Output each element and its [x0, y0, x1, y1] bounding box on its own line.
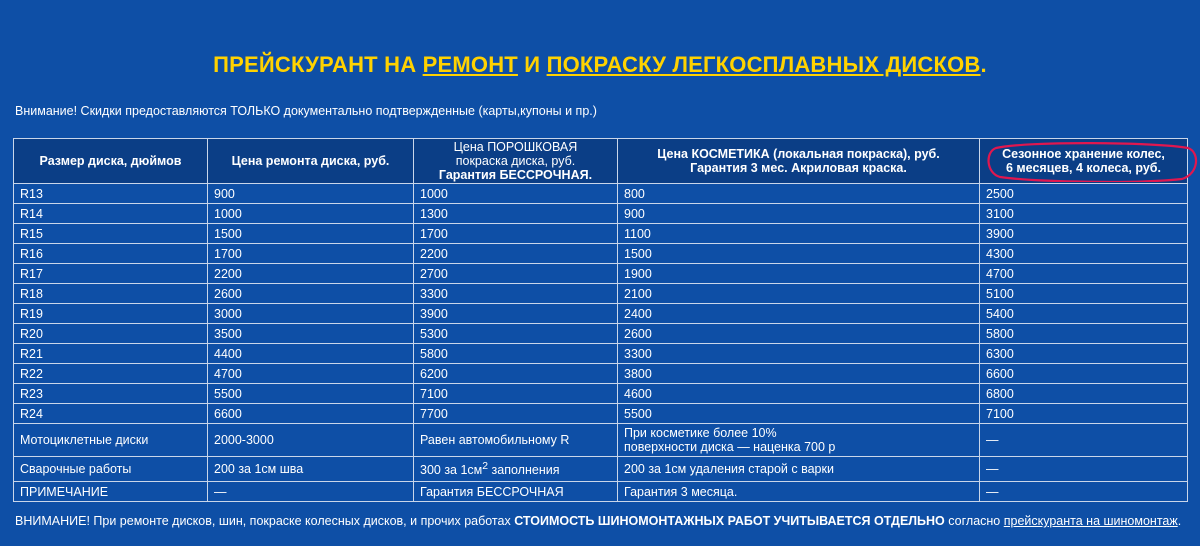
title-text: И	[517, 52, 547, 77]
cell: Мотоциклетные диски	[14, 424, 208, 457]
table-row	[14, 204, 1188, 224]
cell: 300 за $1см^2$ заполнения	[414, 457, 618, 482]
table-row	[14, 324, 1188, 344]
discount-notice: Внимание! Скидки предоставляются ТОЛЬКО документально подтвержденные (карты,купоны и пр.)	[15, 104, 597, 118]
cell: 3500	[208, 324, 414, 344]
cell: 3300	[414, 284, 618, 304]
cell: 5800	[980, 324, 1188, 344]
cell: R21	[14, 344, 208, 364]
table-row-welding	[14, 457, 1188, 482]
header-size: Размер диска, дюймов	[14, 139, 208, 184]
cell: R13	[14, 184, 208, 204]
cell: 1300	[414, 204, 618, 224]
cell: —	[980, 482, 1188, 502]
cell: R14	[14, 204, 208, 224]
cell: 2100	[618, 284, 980, 304]
cell: 2200	[208, 264, 414, 284]
cell: 3300	[618, 344, 980, 364]
cell: 6300	[980, 344, 1188, 364]
cell: 2500	[980, 184, 1188, 204]
cell: Гарантия 3 месяца.	[618, 482, 980, 502]
cell: 2700	[414, 264, 618, 284]
cell: 2200	[414, 244, 618, 264]
cell: 6600	[980, 364, 1188, 384]
cell: 5300	[414, 324, 618, 344]
cell: 7700	[414, 404, 618, 424]
header-cosmetic-price: Цена КОСМЕТИКА (локальная покраска), руб. Гарантия 3 мес. Акриловая краска.	[618, 139, 980, 184]
cell: ПРИМЕЧАНИЕ	[14, 482, 208, 502]
cell: 3000	[208, 304, 414, 324]
cell: 2600	[208, 284, 414, 304]
cell: 4300	[980, 244, 1188, 264]
cell: 1500	[208, 224, 414, 244]
cell: 4700	[208, 364, 414, 384]
cell: —	[208, 482, 414, 502]
footer-bold: СТОИМОСТЬ ШИНОМОНТАЖНЫХ РАБОТ УЧИТЫВАЕТСЯ ОТДЕЛЬНО	[514, 514, 945, 528]
cell: 3900	[980, 224, 1188, 244]
cell: 1100	[618, 224, 980, 244]
cell: 4600	[618, 384, 980, 404]
cell: 1700	[414, 224, 618, 244]
footer-notice: ВНИМАНИЕ! При ремонте дисков, шин, покраске колесных дисков, и прочих работах СТОИМОСТЬ ШИНОМОНТАЖНЫХ РАБОТ УЧИТЫВАЕТСЯ ОТДЕЛЬНО согласно прейскуранта на шиномонтаж.	[15, 514, 1182, 528]
cell: 200 за 1см шва	[208, 457, 414, 482]
cell: —	[980, 457, 1188, 482]
tire-service-price-link[interactable]: прейскуранта на шиномонтаж	[1003, 514, 1178, 528]
table-row-moto	[14, 424, 1188, 457]
cell: R15	[14, 224, 208, 244]
table-row	[14, 404, 1188, 424]
cell: 5500	[208, 384, 414, 404]
cell: 4700	[980, 264, 1188, 284]
cell: 2400	[618, 304, 980, 324]
table-row	[14, 384, 1188, 404]
cell: 5100	[980, 284, 1188, 304]
cell: 6200	[414, 364, 618, 384]
table-row	[14, 284, 1188, 304]
cell: 3800	[618, 364, 980, 384]
cell: 2600	[618, 324, 980, 344]
cell: 1900	[618, 264, 980, 284]
table-row	[14, 224, 1188, 244]
cell: R16	[14, 244, 208, 264]
cell: 900	[208, 184, 414, 204]
cell: 800	[618, 184, 980, 204]
cell: R19	[14, 304, 208, 324]
cell: 5400	[980, 304, 1188, 324]
cell: 4400	[208, 344, 414, 364]
cell: 5500	[618, 404, 980, 424]
cell: 1000	[208, 204, 414, 224]
cell: 7100	[414, 384, 618, 404]
cell: Сварочные работы	[14, 457, 208, 482]
cell: 3900	[414, 304, 618, 324]
table-row	[14, 264, 1188, 284]
cell: 1500	[618, 244, 980, 264]
table-row-note	[14, 482, 1188, 502]
cell: R24	[14, 404, 208, 424]
cell: R18	[14, 284, 208, 304]
cell: 1000	[414, 184, 618, 204]
cell: R20	[14, 324, 208, 344]
cell: 7100	[980, 404, 1188, 424]
cell: 200 за 1см удаления старой с варки	[618, 457, 980, 482]
cell: R17	[14, 264, 208, 284]
cell: —	[980, 424, 1188, 457]
cell: 1700	[208, 244, 414, 264]
table-row	[14, 304, 1188, 324]
table-header-row	[14, 139, 1188, 184]
cell: R22	[14, 364, 208, 384]
table-row	[14, 184, 1188, 204]
cell: 900	[618, 204, 980, 224]
cell: При косметике более 10% поверхности диска — наценка 700 р	[618, 424, 980, 457]
cell: Гарантия БЕССРОЧНАЯ	[414, 482, 618, 502]
table-row	[14, 364, 1188, 384]
header-storage-price: Сезонное хранение колес, 6 месяцев, 4 колеса, руб.	[980, 139, 1188, 184]
cell: R23	[14, 384, 208, 404]
table-row	[14, 244, 1188, 264]
price-table	[13, 138, 1188, 502]
table-row	[14, 344, 1188, 364]
cell: 3100	[980, 204, 1188, 224]
title-text: .	[980, 52, 987, 77]
cell: 6600	[208, 404, 414, 424]
painting-link[interactable]: ПОКРАСКУ ЛЕГКОСПЛАВНЫХ ДИСКОВ	[546, 52, 981, 77]
cell: 5800	[414, 344, 618, 364]
cell: 2000-3000	[208, 424, 414, 457]
cell: 6800	[980, 384, 1188, 404]
repair-link[interactable]: РЕМОНТ	[422, 52, 518, 77]
page-title	[0, 52, 1200, 78]
header-repair-price: Цена ремонта диска, руб.	[208, 139, 414, 184]
title-text: ПРЕЙСКУРАНТ НА	[213, 52, 423, 77]
cell: Равен автомобильному R	[414, 424, 618, 457]
header-powder-price: Цена ПОРОШКОВАЯ покраска диска, руб. Гарантия БЕССРОЧНАЯ.	[414, 139, 618, 184]
